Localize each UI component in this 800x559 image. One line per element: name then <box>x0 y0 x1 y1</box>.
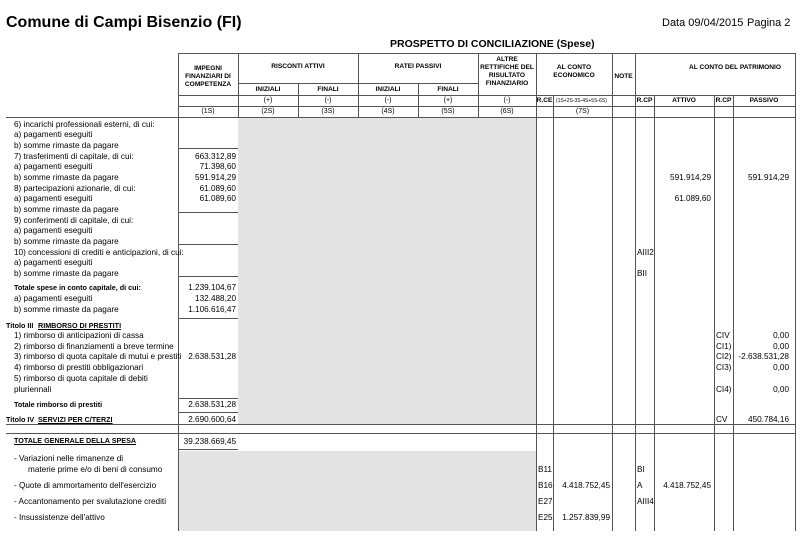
col-num-1s: (1S) <box>201 108 215 115</box>
shaded-area-top <box>238 117 536 424</box>
col-ratei-finali: FINALI <box>437 86 459 93</box>
col-note-header: NOTE <box>614 73 633 80</box>
col-conto-economico-header: AL CONTO ECONOMICO <box>553 64 595 79</box>
extra-ce-code: B16 <box>538 481 553 490</box>
col-num-7s: (7S) <box>575 108 590 115</box>
extra-label: - Insussistenze dell'attivo <box>14 513 105 522</box>
extra-cp-code: BI <box>637 465 645 474</box>
totale-generale-value: 39.238.669,45 <box>183 437 236 446</box>
totale-capitale-b-value: 1.106.616,47 <box>188 305 236 314</box>
row-label: b) somme rimaste da pagare <box>14 237 119 246</box>
titolo4-cp2: CV <box>716 415 728 424</box>
titolo3-item-label: 1) rimborso di anticipazioni di cassa <box>14 331 144 340</box>
page-title: Comune di Campi Bisenzio (FI) <box>6 14 242 31</box>
row-cp-code: AIII2 <box>637 248 654 257</box>
row-impegni: 591.914,29 <box>195 173 236 182</box>
totale-capitale-value: 1.239.104,67 <box>188 283 236 292</box>
titolo3-item-label: 2) rimborso di finanziamenti a breve termine <box>14 342 174 351</box>
shaded-area-bottom <box>178 451 536 531</box>
sign-2s: (+) <box>263 97 273 104</box>
sign-3s: (-) <box>324 97 332 104</box>
titolo3-prefix: Titolo III <box>6 321 34 330</box>
extra-ce-code: E27 <box>538 497 553 506</box>
titolo3-item-cp2: CI3) <box>716 363 732 372</box>
col-passivo: PASSIVO <box>749 97 779 104</box>
titolo3-item-cp2: CI1) <box>716 342 732 351</box>
row-label: a) pagamenti eseguiti <box>14 258 93 267</box>
report-subtitle: PROSPETTO DI CONCILIAZIONE (Spese) <box>390 38 595 50</box>
extra-ce-code: B11 <box>538 465 552 474</box>
col-ratei-iniziali: INIZIALI <box>375 86 401 93</box>
col-num-3s: (3S) <box>321 108 335 115</box>
titolo3-item-passivo: -2.638.531,28 <box>738 352 789 361</box>
extra-label-2: materie prime e/o di beni di consumo <box>28 465 163 474</box>
totale-capitale-label: Totale spese in conto capitale, di cui: <box>14 283 141 292</box>
titolo3-item-passivo: 0,00 <box>773 385 789 394</box>
totale-capitale-a-label: a) pagamenti eseguiti <box>14 294 93 303</box>
titolo4-name: SERVIZI PER C/TERZI <box>38 415 113 424</box>
titolo3-item-label: 3) rimborso di quota capitale di mutui e prestiti <box>14 352 182 361</box>
titolo3-item-passivo: 0,00 <box>773 363 789 372</box>
row-label: b) somme rimaste da pagare <box>14 205 119 214</box>
col-impegni-header: IMPEGNI FINANZIARI DI COMPETENZA <box>184 65 232 88</box>
titolo3-item-label: 5) rimborso di quota capitale di debiti <box>14 374 148 383</box>
titolo3-item-cp2: CI2) <box>716 352 732 361</box>
row-label: a) pagamenti eseguiti <box>14 194 93 203</box>
row-label: 6) incarichi professionali esterni, di cui: <box>14 120 155 129</box>
titolo3-item-passivo: 0,00 <box>773 342 789 351</box>
titolo3-total-label: Totale rimborso di prestiti <box>14 400 103 409</box>
row-impegni: 71.398,60 <box>199 162 236 171</box>
extra-cp-code: A <box>637 481 643 490</box>
row-impegni: 61.089,60 <box>199 194 236 203</box>
extra-attivo: 4.418.752,45 <box>663 481 711 490</box>
titolo4-prefix: Titolo IV <box>6 415 35 424</box>
titolo4-value: 2.690.600,64 <box>188 415 236 424</box>
row-label: 8) partecipazioni azionarie, di cui: <box>14 184 136 193</box>
row-label: 7) trasferimenti di capitale, di cui: <box>14 152 134 161</box>
col-rcp2: R.CP <box>715 97 732 104</box>
col-risconti-iniziali: INIZIALI <box>255 86 281 93</box>
titolo3-total-value: 2.638.531,28 <box>188 400 236 409</box>
report-date: Data 09/04/2015 <box>662 17 744 29</box>
totale-generale-label: TOTALE GENERALE DELLA SPESA <box>14 436 137 445</box>
col-num-5s: (5S) <box>441 108 455 115</box>
row-attivo: 61.089,60 <box>674 194 711 203</box>
totale-capitale-a-value: 132.488,20 <box>195 294 236 303</box>
extra-ce-value: 1.257.839,99 <box>562 513 610 522</box>
col-attivo: ATTIVO <box>672 97 696 104</box>
col-risconti-header: RISCONTI ATTIVI <box>271 63 325 70</box>
row-passivo: 591.914,29 <box>748 173 789 182</box>
titolo3-item-impegni: 2.638.531,28 <box>188 352 236 361</box>
col-num-2s: (2S) <box>261 108 275 115</box>
col-num-4s: (4S) <box>381 108 395 115</box>
sign-5s: (+) <box>443 97 453 104</box>
extra-label: - Quote di ammortamento dell'esercizio <box>14 481 157 490</box>
row-label: a) pagamenti eseguiti <box>14 226 93 235</box>
extra-cp-code: AIII4 <box>637 497 654 506</box>
row-cp-code: BII <box>637 269 648 278</box>
row-impegni: 663.312,89 <box>195 152 236 161</box>
sign-6s: (-) <box>503 97 511 104</box>
page-number: Pagina 2 <box>747 17 791 29</box>
titolo3-name: RIMBORSO DI PRESTITI <box>38 321 122 330</box>
col-num-6s: (6S) <box>500 108 514 115</box>
col-altre-header: ALTRE RETTIFICHE DEL RISULTATO FINANZIARIO <box>480 56 534 87</box>
row-label: b) somme rimaste da pagare <box>14 173 119 182</box>
titolo3-item-cp2: CI4) <box>716 385 732 394</box>
row-label: 10) concessioni di crediti e anticipazioni, di cui: <box>14 248 184 257</box>
titolo3-item-cp2: CIV <box>716 331 730 340</box>
col-risconti-finali: FINALI <box>317 86 339 93</box>
col-rcp: R.CP <box>636 97 653 104</box>
row-label: b) somme rimaste da pagare <box>14 141 119 150</box>
row-label: a) pagamenti eseguiti <box>14 162 93 171</box>
extra-label: - Accantonamento per svalutazione crediti <box>14 497 167 506</box>
row-attivo: 591.914,29 <box>670 173 711 182</box>
extra-label: - Variazioni nelle rimanenze di <box>14 454 124 463</box>
extra-ce-value: 4.418.752,45 <box>562 481 610 490</box>
col-conto-patrimonio-header: AL CONTO DEL PATRIMONIO <box>688 64 782 71</box>
row-label: b) somme rimaste da pagare <box>14 269 119 278</box>
row-label: 9) conferimenti di capitale, di cui: <box>14 216 134 225</box>
col-ratei-header: RATEI PASSIVI <box>394 63 442 70</box>
titolo3-item-label: 4) rimborso di prestiti obbligazionari <box>14 363 144 372</box>
totale-capitale-b-label: b) somme rimaste da pagare <box>14 305 119 314</box>
row-impegni: 61.089,60 <box>199 184 236 193</box>
col-rce: R.CE <box>536 97 553 104</box>
col-formula: (1S+2S-3S-4S+5S-6S) <box>556 98 607 104</box>
titolo4-passivo: 450.784,16 <box>748 415 789 424</box>
row-label: a) pagamenti eseguiti <box>14 130 93 139</box>
extra-ce-code: E25 <box>538 513 553 522</box>
titolo3-item-passivo: 0,00 <box>773 331 789 340</box>
sign-4s: (-) <box>384 97 392 104</box>
titolo3-item-label: pluriennali <box>14 385 52 394</box>
